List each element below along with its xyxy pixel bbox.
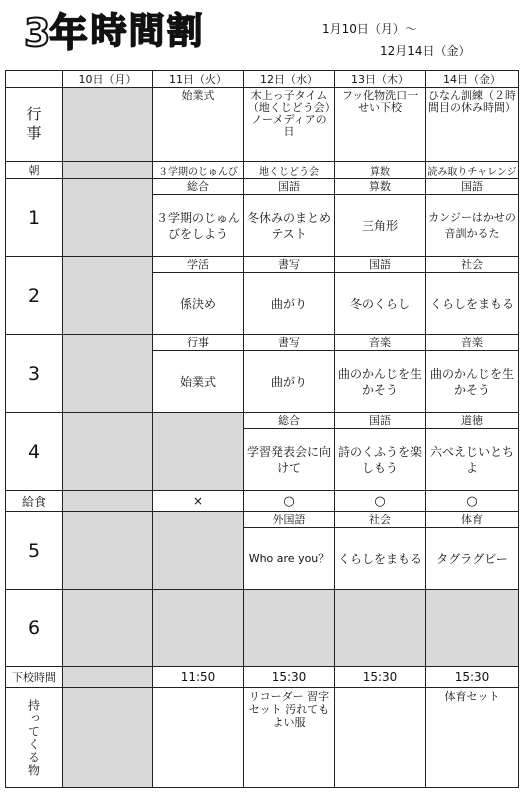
- lesson-content: 詩のくふうを楽しもう: [337, 444, 422, 475]
- lesson-content: くらしをまもる: [429, 296, 514, 311]
- lesson-content: 曲がり: [270, 296, 307, 311]
- period-cell: [153, 590, 244, 667]
- subject-label: 書写: [244, 335, 334, 351]
- lunch-cell: [63, 491, 153, 512]
- period-cell: [63, 413, 153, 491]
- subject-label: 国語: [426, 179, 518, 195]
- belongings-label-text: 持ってくる物: [26, 698, 41, 777]
- events-label-text: 行事: [24, 105, 43, 144]
- subject-label: 国語: [335, 257, 425, 273]
- header: [0, 0, 527, 70]
- lesson-content: 曲のかんじを生かそう: [429, 366, 514, 397]
- period-cell: [335, 590, 426, 667]
- lesson-content: くらしをまもる: [337, 551, 422, 566]
- period-cell: [244, 512, 335, 590]
- period-row: [6, 257, 519, 335]
- subject-label: 総合: [153, 179, 243, 195]
- period-cell: [426, 413, 519, 491]
- subject-label: 音楽: [335, 335, 425, 351]
- events-cell: 始業式: [153, 88, 244, 162]
- period-cell: [63, 512, 153, 590]
- lesson-content: 曲のかんじを生かそう: [337, 366, 422, 397]
- events-cell: 木上っ子タイム（地くじどう会）ノーメディアの日: [244, 88, 335, 162]
- period-cell: [244, 179, 335, 257]
- period-cell: [153, 335, 244, 413]
- subject-label: 外国語: [244, 512, 334, 528]
- belongings-row: [6, 688, 519, 788]
- morning-cell: 読み取りチャレンジ: [426, 162, 519, 179]
- period-cell: [335, 257, 426, 335]
- events-row: [6, 88, 519, 162]
- subject-label: 国語: [335, 413, 425, 429]
- period-number: 4: [6, 413, 63, 491]
- lesson-content: ３学期のじゅんびをしよう: [155, 210, 240, 241]
- morning-label: 朝: [6, 162, 63, 179]
- lesson-content: タグラグビー: [436, 551, 508, 566]
- subject-label: 社会: [426, 257, 518, 273]
- lesson-content: 係決め: [179, 296, 216, 311]
- belongings-cell: リコーダー 習字セット 汚れてもよい服: [244, 688, 335, 788]
- belongings-cell: [153, 688, 244, 788]
- lesson-content: 始業式: [179, 374, 216, 389]
- dismissal-cell: 11:50: [153, 667, 244, 688]
- lesson-content: 曲がり: [270, 374, 307, 389]
- period-cell: [63, 590, 153, 667]
- morning-cell: 地くじどう会: [244, 162, 335, 179]
- subject-label: 体育: [426, 512, 518, 528]
- period-cell: [426, 257, 519, 335]
- subject-label: 社会: [335, 512, 425, 528]
- period-cell: [335, 179, 426, 257]
- events-cell: フッ化物洗口一せい下校: [335, 88, 426, 162]
- subject-label: 書写: [244, 257, 334, 273]
- page-title: [24, 10, 204, 54]
- morning-cell: ３学期のじゅんび: [153, 162, 244, 179]
- day-header: 10日（月）: [63, 71, 153, 88]
- dismissal-cell: [63, 667, 153, 688]
- lunch-cell: ○: [426, 491, 519, 512]
- events-cell: [63, 88, 153, 162]
- day-header: 12日（水）: [244, 71, 335, 88]
- lesson-content: 三角形: [361, 218, 398, 233]
- period-cell: [335, 413, 426, 491]
- period-cell: [426, 512, 519, 590]
- events-cell: ひなん訓練（２時間目の休み時間）: [426, 88, 519, 162]
- period-cell: [426, 179, 519, 257]
- period-end: 12月14日（金）: [380, 44, 471, 58]
- title-grade: 3年: [24, 11, 87, 55]
- dismissal-label: 下校時間: [6, 667, 63, 688]
- period-cell: [335, 335, 426, 413]
- subject-label: 国語: [244, 179, 334, 195]
- lesson-content: 冬休みのまとめテスト: [246, 210, 331, 241]
- period-row: [6, 335, 519, 413]
- lesson-content: Who are you？: [248, 551, 330, 565]
- timetable: [5, 70, 519, 788]
- period-cell: [335, 512, 426, 590]
- period-cell: [244, 413, 335, 491]
- period-cell: [63, 257, 153, 335]
- period-cell: [153, 257, 244, 335]
- day-header-row: [6, 71, 519, 88]
- period-row: [6, 413, 519, 491]
- period-number: 6: [6, 590, 63, 667]
- belongings-label: [6, 688, 63, 788]
- period-cell: [63, 179, 153, 257]
- belongings-cell: [63, 688, 153, 788]
- period-number: 5: [6, 512, 63, 590]
- period-cell: [153, 512, 244, 590]
- period-cell: [244, 590, 335, 667]
- period-start: 1月10日（月）～: [322, 22, 417, 36]
- period-cell: [63, 335, 153, 413]
- dismissal-cell: 15:30: [244, 667, 335, 688]
- lunch-cell: ○: [335, 491, 426, 512]
- period-cell: [426, 590, 519, 667]
- lunch-cell: ×: [153, 491, 244, 512]
- period-cell: [426, 335, 519, 413]
- period-number: 3: [6, 335, 63, 413]
- period-row: [6, 590, 519, 667]
- period-cell: [153, 413, 244, 491]
- day-header: 14日（金）: [426, 71, 519, 88]
- lunch-row: [6, 491, 519, 512]
- subject-label: 算数: [335, 179, 425, 195]
- subject-label: 道徳: [426, 413, 518, 429]
- subject-label: 学活: [153, 257, 243, 273]
- lunch-label: 給食: [6, 491, 63, 512]
- lesson-content: 冬のくらし: [349, 296, 410, 311]
- events-label: [6, 88, 63, 162]
- corner-cell: [6, 71, 63, 88]
- period-number: 1: [6, 179, 63, 257]
- lunch-cell: ○: [244, 491, 335, 512]
- period-cell: [244, 335, 335, 413]
- dismissal-row: [6, 667, 519, 688]
- day-header: 11日（火）: [153, 71, 244, 88]
- day-header: 13日（木）: [335, 71, 426, 88]
- morning-row: [6, 162, 519, 179]
- belongings-cell: [335, 688, 426, 788]
- period-row: [6, 512, 519, 590]
- lesson-content: カンジーはかせの音訓かるた: [428, 210, 516, 240]
- morning-cell: [63, 162, 153, 179]
- subject-label: 総合: [244, 413, 334, 429]
- subject-label: 行事: [153, 335, 243, 351]
- dismissal-cell: 15:30: [335, 667, 426, 688]
- period-cell: [153, 179, 244, 257]
- period-number: 2: [6, 257, 63, 335]
- period-cell: [244, 257, 335, 335]
- title-timetable: 時間割: [90, 11, 205, 52]
- period-row: [6, 179, 519, 257]
- dismissal-cell: 15:30: [426, 667, 519, 688]
- belongings-cell: 体育セット: [426, 688, 519, 788]
- subject-label: 音楽: [426, 335, 518, 351]
- lesson-content: 六べえじいとちよ: [429, 444, 514, 475]
- morning-cell: 算数: [335, 162, 426, 179]
- lesson-content: 学習発表会に向けて: [246, 444, 331, 475]
